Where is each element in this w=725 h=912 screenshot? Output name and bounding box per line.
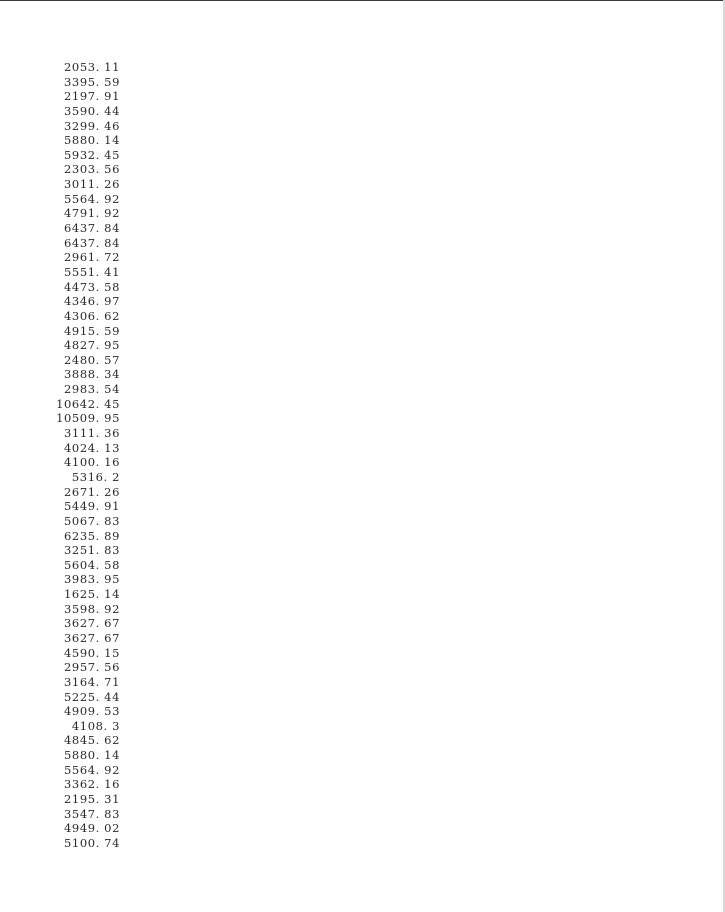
value-cell: 4306. 62 xyxy=(63,308,120,323)
value-cell: 3547. 83 xyxy=(63,806,120,821)
value-cell: 1625. 14 xyxy=(63,587,120,602)
value-cell: 3590. 44 xyxy=(63,103,120,118)
value-column xyxy=(40,60,120,851)
value-cell: 5225. 44 xyxy=(63,689,120,704)
value-cell: 5604. 58 xyxy=(63,557,120,572)
value-cell: 4791. 92 xyxy=(63,206,120,221)
value-cell: 5880. 14 xyxy=(63,133,120,148)
value-cell: 3627. 67 xyxy=(63,616,120,631)
value-cell: 2197. 91 xyxy=(63,89,120,104)
value-cell: 5316. 2 xyxy=(71,469,120,484)
value-cell: 2671. 26 xyxy=(63,484,120,499)
value-cell: 2195. 31 xyxy=(63,792,120,807)
value-cell: 3164. 71 xyxy=(63,674,120,689)
value-cell: 3598. 92 xyxy=(63,601,120,616)
value-cell: 3362. 16 xyxy=(63,777,120,792)
value-cell: 2480. 57 xyxy=(63,352,120,367)
value-cell: 5100. 74 xyxy=(63,835,120,850)
value-cell: 4827. 95 xyxy=(63,338,120,353)
value-cell: 5932. 45 xyxy=(63,147,120,162)
value-cell: 4915. 59 xyxy=(63,323,120,338)
value-cell: 3251. 83 xyxy=(63,543,120,558)
value-cell: 3888. 34 xyxy=(63,367,120,382)
value-cell: 3627. 67 xyxy=(63,630,120,645)
value-cell: 4845. 62 xyxy=(63,733,120,748)
value-cell: 2983. 54 xyxy=(63,382,120,397)
value-cell: 3299. 46 xyxy=(63,118,120,133)
value-cell: 5564. 92 xyxy=(63,191,120,206)
value-cell: 4473. 58 xyxy=(63,279,120,294)
value-cell: 6437. 84 xyxy=(63,221,120,236)
value-cell: 5880. 14 xyxy=(63,748,120,763)
value-cell: 2053. 11 xyxy=(63,60,120,74)
value-cell: 5449. 91 xyxy=(63,499,120,514)
value-cell: 10642. 45 xyxy=(56,396,120,411)
value-cell: 3395. 59 xyxy=(63,74,120,89)
value-cell: 6437. 84 xyxy=(63,235,120,250)
value-cell: 2961. 72 xyxy=(63,250,120,265)
value-cell: 5067. 83 xyxy=(63,513,120,528)
value-cell: 5564. 92 xyxy=(63,762,120,777)
value-cell: 4024. 13 xyxy=(63,440,120,455)
value-cell: 5551. 41 xyxy=(63,264,120,279)
value-cell: 4909. 53 xyxy=(63,704,120,719)
value-cell: 4100. 16 xyxy=(63,455,120,470)
value-cell: 3011. 26 xyxy=(63,177,120,192)
value-cell: 4590. 15 xyxy=(63,645,120,660)
value-cell: 4346. 97 xyxy=(63,294,120,309)
value-cell: 4949. 02 xyxy=(63,821,120,836)
value-cell: 2957. 56 xyxy=(63,660,120,675)
value-cell: 3111. 36 xyxy=(63,426,120,441)
value-cell: 4108. 3 xyxy=(71,718,120,733)
value-cell: 6235. 89 xyxy=(63,528,120,543)
value-cell: 2303. 56 xyxy=(63,162,120,177)
value-cell: 10509. 95 xyxy=(56,411,120,426)
value-cell: 3983. 95 xyxy=(63,572,120,587)
